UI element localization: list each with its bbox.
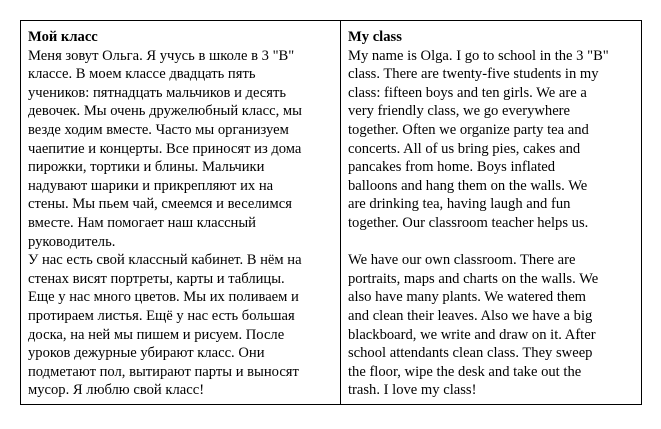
russian-line: уроков дежурные убирают класс. Они (28, 345, 265, 362)
russian-line: Еще у нас много цветов. Мы их поливаем и (28, 289, 299, 306)
english-line: together. Our classroom teacher helps us. (347, 214, 589, 231)
russian-line: классе. В моем классе двадцать пять (28, 66, 256, 83)
russian-line: доска, на ней мы пишем и рисуем. После (28, 326, 285, 343)
paragraph-spacer (348, 233, 634, 252)
russian-line: руководитель. (28, 233, 116, 250)
russian-line: надувают шарики и прикрепляют их на (28, 177, 274, 194)
english-line: trash. I love my class! (347, 382, 477, 399)
english-title: My class (347, 29, 402, 45)
russian-line: девочек. Мы очень дружелюбный класс, мы (28, 103, 302, 120)
english-line: also have many plants. We watered them (347, 289, 587, 306)
bilingual-text-table (20, 20, 642, 405)
english-line: blackboard, we write and draw on it. After (347, 326, 596, 343)
russian-line: чаепитие и концерты. Все приносят из дома (28, 140, 302, 157)
english-line: We have our own classroom. There are (347, 252, 576, 269)
russian-line: подметают пол, вытирают парты и выносят (28, 363, 299, 380)
english-line: very friendly class, we go everywhere (347, 103, 571, 120)
russian-line: мусор. Я люблю свой класс! (28, 382, 205, 399)
russian-line: учеников: пятнадцать мальчиков и десять (28, 84, 287, 101)
english-line: school attendants clean class. They sweep (347, 345, 593, 362)
english-line: are drinking tea, having laugh and fun (347, 196, 571, 213)
russian-paragraph-2 (28, 251, 333, 400)
russian-line: везде ходим вместе. Часто мы организуем (28, 121, 289, 138)
russian-line: Меня зовут Ольга. Я учусь в школе в 3 "В" (28, 47, 295, 64)
russian-line: У нас есть свой классный кабинет. В нём на (28, 252, 302, 269)
russian-line: вместе. Нам помогает наш классный (28, 214, 256, 231)
english-line: balloons and hang them on the walls. We (347, 177, 588, 194)
russian-line: протираем листья. Ещё у нас есть большая (28, 307, 295, 324)
english-paragraph-1 (348, 47, 634, 233)
english-line: the floor, wipe the desk and take out the (347, 363, 582, 380)
english-line: My name is Olga. I go to school in the 3 "B" (347, 47, 609, 64)
english-line: together. Often we organize party tea and (347, 121, 589, 138)
russian-column (21, 21, 341, 404)
english-line: portraits, maps and charts on the walls. We (347, 270, 599, 287)
english-line: concerts. All of us bring pies, cakes and (347, 140, 581, 157)
english-line: class. There are twenty-five students in my (347, 66, 599, 83)
english-line: pancakes from home. Boys inflated (347, 159, 556, 176)
russian-title: Мой класс (28, 29, 98, 45)
russian-paragraph-1 (28, 47, 333, 252)
english-column (341, 21, 641, 404)
english-line: class: fifteen boys and ten girls. We are a (347, 84, 587, 101)
russian-line: стенах висят портреты, карты и таблицы. (28, 270, 285, 287)
english-line: and clean their leaves. Also we have a big (347, 307, 593, 324)
russian-line: стены. Мы пьем чай, смеемся и веселимся (28, 196, 292, 213)
russian-line: пирожки, тортики и блины. Мальчики (28, 159, 265, 176)
english-paragraph-2 (348, 251, 634, 400)
